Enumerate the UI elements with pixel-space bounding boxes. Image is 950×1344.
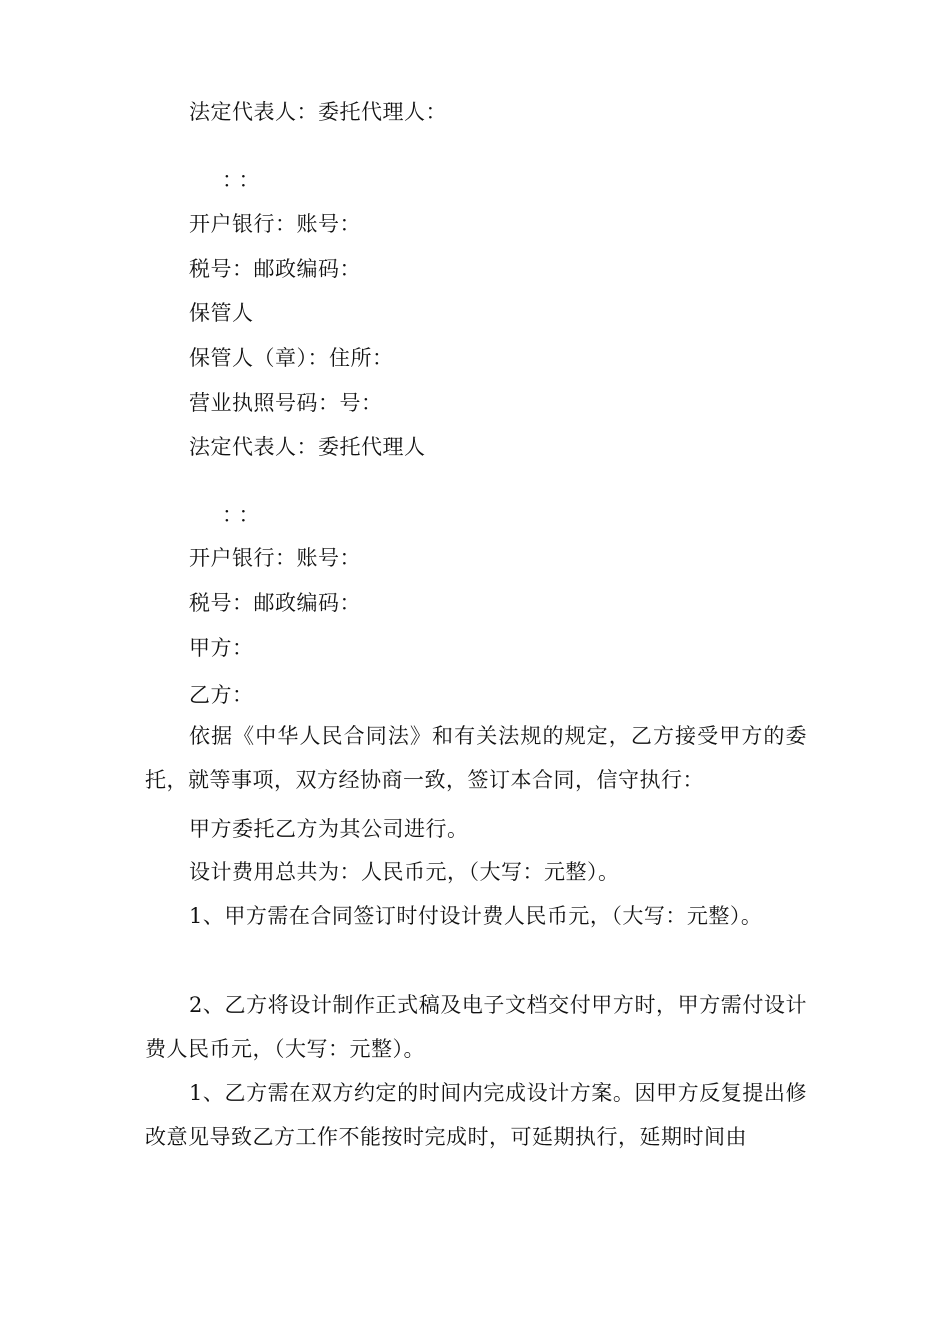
schedule-clause-1: 1、乙方需在双方约定的时间内完成设计方案。因甲方反复提出修改意见导致乙方工作不能按时完成时，可延期执行，延期时间由 <box>145 1081 807 1149</box>
custodian-seal-address-line: 保管人（章）：住所： <box>189 346 394 370</box>
tax-postal-line-2: 税号：邮政编码： <box>189 591 361 615</box>
business-license-line: 营业执照号码：号： <box>189 391 383 415</box>
legal-rep-line-2: 法定代表人：委托代理人 <box>189 435 426 459</box>
colon-line-1: ：： <box>222 168 266 192</box>
colon-line-2: ：： <box>222 503 266 527</box>
contract-basis-paragraph: 依据《中华人民合同法》和有关法规的规定，乙方接受甲方的委托，就等事项，双方经协商一致，签订本合同，信守执行： <box>145 724 807 792</box>
bank-account-line-2: 开户银行：账号： <box>189 546 361 570</box>
party-b-line: 乙方： <box>189 683 254 707</box>
legal-rep-line-1: 法定代表人：委托代理人： <box>189 100 447 124</box>
commission-paragraph: 甲方委托乙方为其公司进行。 <box>189 817 469 841</box>
design-fee-total-paragraph: 设计费用总共为：人民币元，（大写：元整）。 <box>189 860 620 884</box>
payment-clause-1: 1、甲方需在合同签订时付设计费人民币元，（大写：元整）。 <box>189 904 763 928</box>
payment-clause-2: 2、乙方将设计制作正式稿及电子文档交付甲方时，甲方需付设计费人民币元，（大写：元整）。 <box>145 993 807 1061</box>
bank-account-line-1: 开户银行：账号： <box>189 212 361 236</box>
tax-postal-line-1: 税号：邮政编码： <box>189 257 361 281</box>
party-a-line: 甲方： <box>189 636 254 660</box>
custodian-heading: 保管人 <box>189 301 254 325</box>
